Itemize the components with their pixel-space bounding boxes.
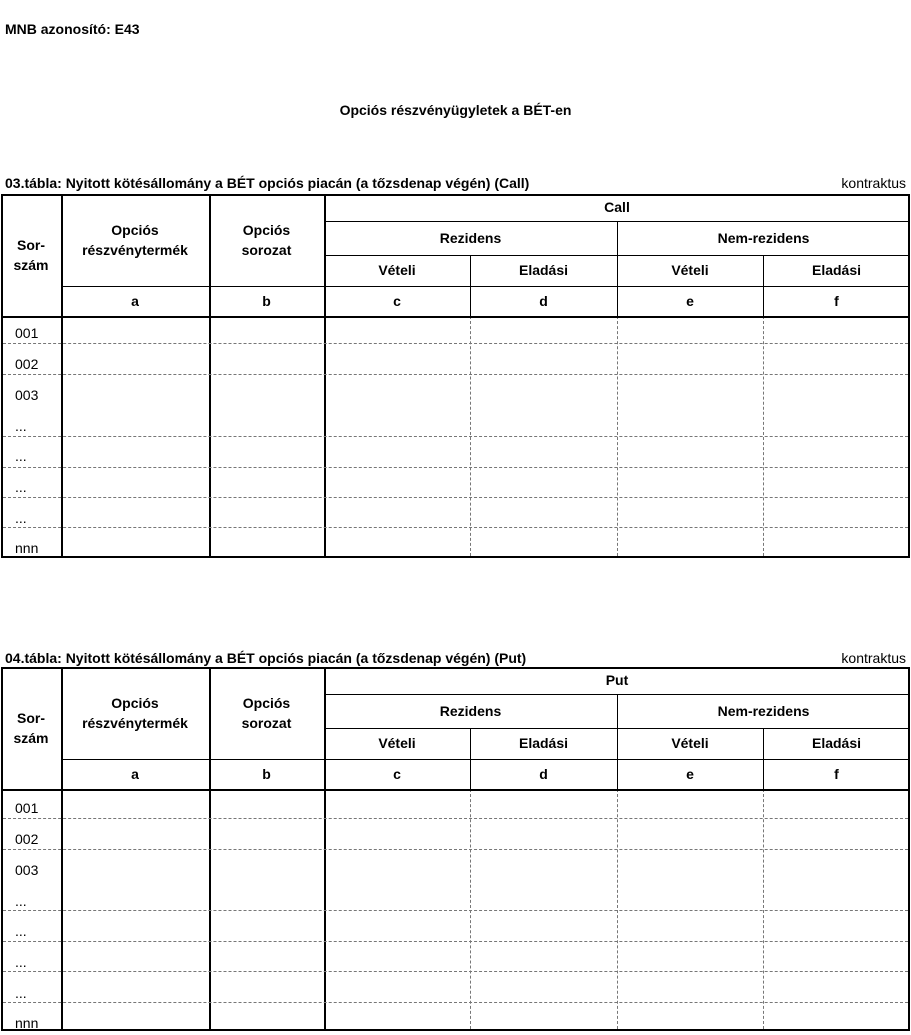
- header-termek: Opciós részvénytermék: [82, 694, 188, 731]
- row-number: nnn: [15, 540, 39, 556]
- row-number: ...: [15, 448, 27, 464]
- header-group: Put: [605, 672, 629, 689]
- header-rezidens: Rezidens: [439, 702, 502, 719]
- row-number: 003: [15, 387, 39, 403]
- row-divider-dashed: [3, 818, 908, 819]
- row-number: ...: [15, 893, 27, 909]
- row-divider-dashed: [3, 527, 908, 528]
- row-number: 002: [15, 831, 39, 847]
- header-nemrezidens: Nem-rezidens: [717, 229, 810, 246]
- header-rezidens: Rezidens: [439, 229, 502, 246]
- header-termek: Opciós részvénytermék: [82, 221, 188, 258]
- page-title: Opciós részvényügyletek a BÉT-en: [339, 102, 572, 118]
- header-sorozat: Opciós sorozat: [241, 221, 292, 258]
- column-letter: c: [393, 765, 401, 782]
- column-divider-dashed: [470, 789, 471, 1029]
- column-divider-dashed: [763, 789, 764, 1029]
- row-number: ...: [15, 923, 27, 939]
- column-letter: b: [262, 765, 271, 782]
- column-letter: d: [539, 292, 548, 309]
- header-sorszam: Sor- szám: [13, 236, 49, 273]
- table-caption: 04.tábla: Nyitott kötésállomány a BÉT opciós piacán (a tőzsdenap végén) (Put): [5, 650, 527, 666]
- row-number: ...: [15, 479, 27, 495]
- row-number: 001: [15, 325, 39, 341]
- column-letter: f: [834, 292, 839, 309]
- row-number: ...: [15, 418, 27, 434]
- unit-label: kontraktus: [841, 175, 906, 191]
- row-number: 001: [15, 800, 39, 816]
- row-divider: [1, 316, 910, 318]
- header-veteli: Vételi: [378, 735, 416, 752]
- header-sorozat: Opciós sorozat: [241, 694, 292, 731]
- column-letter: c: [393, 292, 401, 309]
- row-number: nnn: [15, 1015, 39, 1031]
- column-letter: d: [539, 765, 548, 782]
- row-number: 003: [15, 862, 39, 878]
- row-divider-dashed: [3, 436, 908, 437]
- column-letter: e: [686, 765, 694, 782]
- header-veteli: Vételi: [671, 262, 709, 279]
- row-divider-dashed: [3, 1002, 908, 1003]
- row-number: ...: [15, 954, 27, 970]
- row-number: ...: [15, 510, 27, 526]
- row-number: ...: [15, 985, 27, 1001]
- row-divider-dashed: [3, 467, 908, 468]
- column-letter: f: [834, 765, 839, 782]
- row-divider-dashed: [3, 849, 908, 850]
- column-divider-dashed: [617, 789, 618, 1029]
- header-eladasi: Eladási: [811, 735, 862, 752]
- row-divider-dashed: [3, 497, 908, 498]
- column-letter: a: [131, 765, 139, 782]
- row-number: 002: [15, 356, 39, 372]
- header-eladasi: Eladási: [518, 735, 569, 752]
- header-nemrezidens: Nem-rezidens: [717, 702, 810, 719]
- header-group: Call: [604, 199, 630, 216]
- unit-label: kontraktus: [841, 650, 906, 666]
- header-eladasi: Eladási: [811, 262, 862, 279]
- row-divider-dashed: [3, 910, 908, 911]
- mnb-identifier: MNB azonosító: E43: [5, 21, 140, 37]
- header-eladasi: Eladási: [518, 262, 569, 279]
- column-letter: e: [686, 292, 694, 309]
- row-divider-dashed: [3, 971, 908, 972]
- row-divider-dashed: [3, 941, 908, 942]
- header-veteli: Vételi: [378, 262, 416, 279]
- table-caption: 03.tábla: Nyitott kötésállomány a BÉT opciós piacán (a tőzsdenap végén) (Call): [5, 175, 530, 191]
- row-divider-dashed: [3, 343, 908, 344]
- column-letter: b: [262, 292, 271, 309]
- row-divider: [1, 789, 910, 791]
- header-sorszam: Sor- szám: [13, 709, 49, 746]
- row-divider-dashed: [3, 374, 908, 375]
- header-veteli: Vételi: [671, 735, 709, 752]
- column-letter: a: [131, 292, 139, 309]
